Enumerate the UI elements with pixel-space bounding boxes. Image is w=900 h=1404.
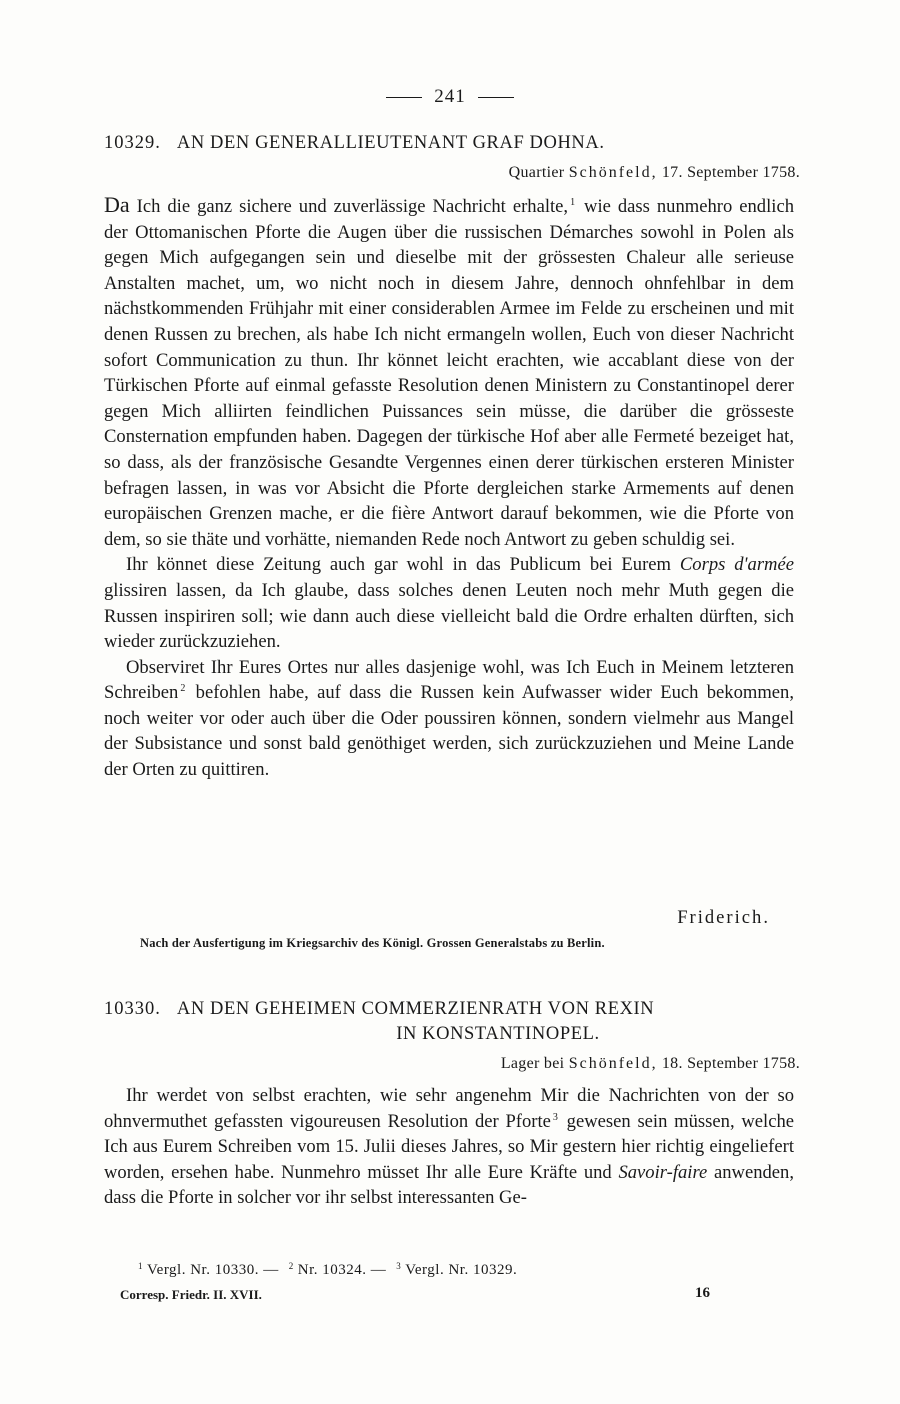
footnote-2-text: Nr. 10324. — [297, 1262, 387, 1278]
letter-1-paragraph-3 [104, 655, 794, 783]
footnote-3-text: Vergl. Nr. 10329. [405, 1262, 518, 1278]
page-number-dash-right [478, 97, 514, 98]
letter-2-place-date [501, 1055, 800, 1073]
letter-1-p2-text-a: Ihr könnet diese Zeitung auch gar wohl in das Publicum bei Eurem [126, 554, 680, 576]
letter-1-place-date [509, 164, 800, 182]
letter-2-title-line-2: IN KONSTANTINOPEL. [396, 1024, 600, 1044]
page-number-text: 241 [434, 86, 466, 107]
page-number [0, 86, 900, 108]
letter-1-date: 17. September 1758. [661, 164, 800, 181]
letter-1-p3-text-b: befohlen habe, auf dass die Russen kein Aufwasser wider Euch bekommen, noch weiter vor oder auch über die Oder poussiren können, sondern vielmehr aus Mangel der Subsistance und sonst bald genöthiget werden, sich zurückzuziehen und Meine Lande der Orten zu quittiren. [104, 682, 794, 781]
letter-2-date: 18. September 1758. [661, 1055, 800, 1072]
letter-2-heading-line-2 [0, 1024, 900, 1045]
letter-2-p1-text-b: gewesen sein müssen, welche Ich aus Eurem Schreiben vom 15. Julii dieses Jahres, so Mir gestern hier richtig eingeliefert worden, ersehen habe. Nunmehro müsset Ihr alle Eure Kräfte und [104, 1110, 794, 1183]
sheet-number: 16 [695, 1285, 710, 1301]
page-number-dash-left [386, 97, 422, 98]
letter-1-title: AN DEN GENERALLIEUTENANT GRAF DOHNA. [176, 133, 605, 153]
letter-1-p2-italic: Corps d'armée [679, 554, 794, 576]
letter-2-place-prefix: Lager bei [500, 1055, 565, 1072]
letter-2-heading [104, 999, 794, 1020]
series-signature: Corresp. Friedr. II. XVII. [120, 1287, 262, 1302]
footnote-3-mark: 3 [396, 1261, 402, 1271]
footnote-ref-2: 2 [180, 683, 186, 695]
footnote-ref-3: 3 [552, 1111, 558, 1123]
letter-2-body [104, 1083, 794, 1211]
letter-1-source-note: Nach der Ausfertigung im Kriegsarchiv des Königl. Grossen Generalstabs zu Berlin. [140, 936, 605, 950]
footnote-1-mark: 1 [138, 1261, 143, 1271]
letter-1-paragraph-2 [104, 552, 794, 654]
letter-1-place-prefix: Quartier [508, 164, 565, 181]
letter-1-heading [104, 133, 794, 154]
letter-1-signature: Friderich. [677, 907, 770, 928]
letter-2-p1-text-c: anwenden, dass die Pforte in solcher vor ihr selbst interessanten Ge- [104, 1161, 795, 1209]
letter-2-number: 10330. [104, 999, 161, 1019]
letter-1-p2-text-b: glissiren lassen, da Ich glaube, dass solches denen Leuten noch mehr Muth gegen die Russen inspiriren soll; wie dann auch diese vielleicht bald die Ordre erhalten dürften, sich wieder zurückzuziehen. [104, 579, 794, 653]
letter-1-p1-text-b: wie dass nunmehro endlich der Ottomanischen Pforte die Augen über die russischen Démarches sowohl in Polen als gegen Mich aufgegangen sein und dieselbe mit der grössesten Chaleur alle serieuse Anstalten machet, um, wo nicht noch in diesem Jahre, dennoch ohnfehlbar in dem nächstkommenden Frühjahr mit einer considerablen Armee im Felde zu erscheinen und mit denen Russen zu brechen, als habe Ich nicht ermangeln wollen, Euch von dieser Nachricht sofort Communication zu thun. Ihr könnet leicht erachten, wie accablant diese von der Türkischen Pforte auf einmal gefasste Resolution denen Ministern zu Constantinopel derer gegen Mich alliirten feindlichen Puissances sein müsse, die darüber die grösseste Consternation empfunden haben. Dagegen der türkische Hof aber alle Fermeté bezeiget hat, so dass, als der französische Gesandte Vergennes einen derer türkischen ersteren Minister befragen lassen, in was vor Absicht die Pforte dergleichen starke Armements auf denen europäischen Grenzen mache, er die fière Antwort darauf bekommen, wie die Pforte von dem, so sie thäte und vorhätte, niemanden Rede noch Antwort zu geben schuldig sei. [104, 196, 794, 550]
letter-2-title-line-1: AN DEN GEHEIMEN COMMERZIENRATH VON REXIN [176, 999, 655, 1019]
letter-2-p1-italic: Savoir-faire [618, 1161, 708, 1183]
letter-1-body [104, 192, 794, 783]
letter-2-paragraph-1 [104, 1083, 794, 1211]
letter-1-number: 10329. [104, 133, 161, 153]
letter-1-paragraph-1 [104, 192, 794, 552]
letter-1-place-name: Schönfeld, [568, 164, 658, 181]
footnotes [138, 1262, 517, 1279]
letter-2-p1-text-a: Ihr werdet von selbst erachten, wie sehr angenehm Mir die Nachrichten von der so ohnvermuthet gefassten vigoureusen Resolution der Pforte [104, 1085, 794, 1132]
footnote-1-text: Vergl. Nr. 10330. — [147, 1262, 279, 1278]
footnote-2-mark: 2 [288, 1261, 294, 1271]
letter-1-first-word: Da [104, 192, 130, 217]
letter-2-place-name: Schönfeld, [568, 1055, 658, 1072]
footnote-ref-1: 1 [570, 197, 576, 208]
letter-1-p3-text-a: Observiret Ihr Eures Ortes nur alles dasjenige wohl, was Ich Euch in Meinem letzteren Schreiben [104, 656, 794, 704]
page-footer [120, 1287, 710, 1303]
letter-1-p1-text-a: Ich die ganz sichere und zuverlässige Nachricht erhalte, [129, 196, 569, 217]
